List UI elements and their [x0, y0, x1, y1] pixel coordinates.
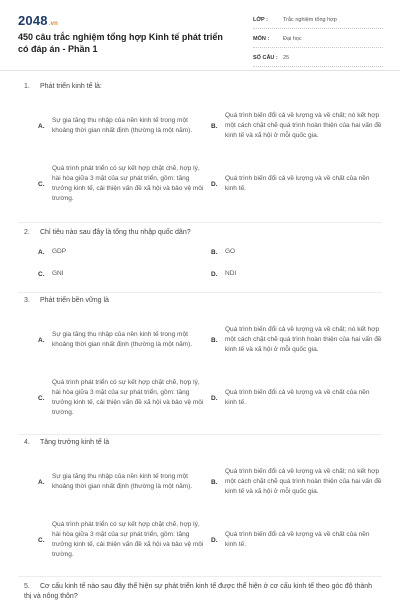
option-text: Sự gia tăng thu nhập của nền kinh tế trong một khoảng thời gian nhất định (thường là một năm).: [52, 117, 193, 134]
meta-label-count: SỐ CÂU :: [253, 55, 278, 61]
logo-tld: .vn: [48, 21, 59, 27]
question-2: [0, 224, 400, 294]
option-letter: A.: [38, 248, 45, 256]
option-text: GDP: [52, 248, 67, 255]
meta-row-subject: [253, 31, 383, 48]
question-prompt: Phát triển bền vững là: [40, 297, 109, 304]
option-letter: B.: [211, 478, 218, 486]
meta-row-count: [253, 50, 383, 67]
option-b[interactable]: [211, 100, 383, 152]
question-number: 4.: [24, 439, 30, 446]
option-letter: C.: [38, 394, 45, 402]
question-divider: [18, 222, 382, 223]
option-text: Quá trình biến đổi cả về lượng và về chất của nền kinh tế.: [225, 531, 370, 548]
option-letter: B.: [211, 122, 218, 130]
document-header: [0, 0, 400, 71]
question-1: [0, 74, 400, 224]
meta-value-count: 25: [283, 55, 290, 61]
meta-value-subject: Đại học: [283, 36, 302, 42]
option-b[interactable]: [211, 246, 383, 258]
question-number: 2.: [24, 229, 30, 236]
question-5: [0, 580, 400, 600]
option-letter: A.: [38, 478, 45, 486]
question-divider: [18, 292, 382, 293]
document-meta: [253, 12, 383, 69]
option-text: Sự gia tăng thu nhập của nền kinh tế trong một khoảng thời gian nhất định (thường là một năm).: [52, 473, 193, 490]
option-letter: D.: [211, 180, 218, 188]
option-text: Quá trình phát triển có sự kết hợp chặt chẽ, hợp lý, hài hòa giữa 3 mặt của sự phát triển, gồm: tăng trưởng kinh tế, cải thiện vấn đề xã hội và bảo vệ môi trường.: [52, 521, 204, 558]
option-a[interactable]: [38, 246, 208, 258]
logo-text: 2048: [18, 13, 48, 28]
meta-label-class: LỚP :: [253, 17, 268, 23]
option-c[interactable]: [38, 268, 208, 280]
option-c[interactable]: [38, 158, 208, 210]
option-text: GO: [225, 248, 236, 255]
option-letter: C.: [38, 270, 45, 278]
option-b[interactable]: [211, 314, 383, 366]
question-prompt: Chỉ tiêu nào sau đây là tổng thu nhập quốc dân?: [40, 229, 191, 236]
option-a[interactable]: [38, 106, 208, 146]
question-4: [0, 436, 400, 576]
question-prompt: Cơ cấu kinh tế nào sau đây thể hiện sự phát triển kinh tế được thể hiện ở cơ cấu kinh tế theo góc độ thành thị và nông thôn?: [24, 583, 373, 600]
option-text: NDI: [225, 270, 237, 277]
question-text: [24, 296, 374, 306]
option-text: Quá trình biến đổi cả về lượng và về chất của nền kinh tế.: [225, 175, 370, 192]
option-c[interactable]: [38, 372, 208, 424]
question-text: [24, 82, 374, 92]
option-a[interactable]: [38, 320, 208, 360]
question-number: 1.: [24, 83, 30, 90]
document-title: 450 câu trắc nghiệm tổng hợp Kinh tế phát triển có đáp án - Phần 1: [18, 32, 223, 54]
option-letter: D.: [211, 270, 218, 278]
option-text: Quá trình biến đổi cả về lượng và về chất; nó kết hợp một cách chặt chẽ quá trình hoàn thiện của hai vấn đề kinh tế và xã hội ở mỗi quốc gia.: [225, 326, 382, 353]
option-letter: B.: [211, 336, 218, 344]
site-logo[interactable]: [18, 13, 58, 28]
option-c[interactable]: [38, 514, 208, 566]
option-d[interactable]: [211, 268, 383, 280]
option-text: Quá trình biến đổi cả về lượng và về chất; nó kết hợp một cách chặt chẽ quá trình hoàn thiện của hai vấn đề kinh tế và xã hội ở mỗi quốc gia.: [225, 468, 382, 495]
question-number: 3.: [24, 297, 30, 304]
option-text: Quá trình phát triển có sự kết hợp chặt chẽ, hợp lý, hài hòa giữa 3 mặt của sự phát triển, gồm: tăng trưởng kinh tế, cải thiện vấn đề xã hội và bảo vệ môi trường.: [52, 165, 204, 202]
option-letter: D.: [211, 394, 218, 402]
option-b[interactable]: [211, 456, 383, 508]
question-divider: [18, 434, 382, 435]
option-letter: A.: [38, 122, 45, 130]
question-text: [24, 228, 374, 238]
question-prompt: Tăng trưởng kinh tế là: [40, 439, 110, 446]
option-letter: A.: [38, 336, 45, 344]
question-divider: [18, 576, 382, 577]
option-d[interactable]: [211, 383, 383, 413]
option-letter: C.: [38, 536, 45, 544]
option-d[interactable]: [211, 525, 383, 555]
question-prompt: Phát triển kinh tế là:: [40, 83, 102, 90]
option-letter: C.: [38, 180, 45, 188]
option-text: Sự gia tăng thu nhập của nền kinh tế trong một khoảng thời gian nhất định (thường là một năm).: [52, 331, 193, 348]
option-text: Quá trình biến đổi cả về lượng và về chất; nó kết hợp một cách chặt chẽ quá trình hoàn thiện của hai vấn đề kinh tế và xã hội ở mỗi quốc gia.: [225, 112, 382, 139]
question-text: [24, 582, 374, 600]
meta-row-class: [253, 12, 383, 29]
meta-value-class: Trắc nghiệm tổng hợp: [283, 17, 337, 23]
option-text: Quá trình biến đổi cả về lượng và về chất của nền kinh tế.: [225, 389, 370, 406]
option-text: GNI: [52, 270, 64, 277]
question-3: [0, 294, 400, 434]
question-number: 5.: [24, 583, 30, 590]
option-letter: B.: [211, 248, 218, 256]
option-d[interactable]: [211, 169, 383, 199]
question-text: [24, 438, 374, 448]
option-text: Quá trình phát triển có sự kết hợp chặt chẽ, hợp lý, hài hòa giữa 3 mặt của sự phát triển, gồm: tăng trưởng kinh tế, cải thiện vấn đề xã hội và bảo vệ môi trường.: [52, 379, 204, 416]
option-a[interactable]: [38, 462, 208, 502]
meta-label-subject: MÔN :: [253, 36, 270, 42]
option-letter: D.: [211, 536, 218, 544]
